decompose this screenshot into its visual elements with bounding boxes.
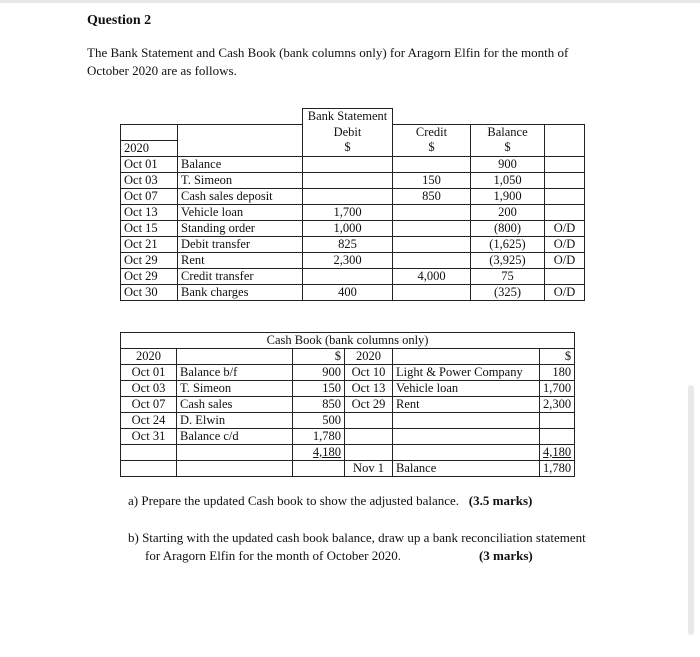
bank-cell-credit xyxy=(393,252,471,268)
cash-row xyxy=(121,365,575,381)
cash-cell-l-date: Oct 01 xyxy=(121,365,177,381)
bank-cell-credit xyxy=(393,236,471,252)
cash-row xyxy=(121,381,575,397)
cash-cell-r-desc xyxy=(393,413,540,429)
bank-cell-date: Oct 29 xyxy=(121,252,178,268)
bank-cell-flag xyxy=(545,172,585,188)
cash-cell-r-date xyxy=(345,413,393,429)
cash-book-rows xyxy=(121,365,575,445)
cash-cell-l-desc: Balance c/d xyxy=(177,429,293,445)
bank-cell-date: Oct 01 xyxy=(121,156,178,172)
cash-balance-desc: Balance xyxy=(393,461,540,477)
bank-cell-desc: T. Simeon xyxy=(178,172,303,188)
bank-cell-flag: O/D xyxy=(545,284,585,300)
cash-cell-l-desc: T. Simeon xyxy=(177,381,293,397)
bank-cell-flag: O/D xyxy=(545,252,585,268)
cash-book-title: Cash Book (bank columns only) xyxy=(121,333,575,349)
bank-row xyxy=(121,156,585,172)
bank-cell-balance: (800) xyxy=(471,220,545,236)
cash-cell-l-date: Oct 24 xyxy=(121,413,177,429)
credit-header: Credit xyxy=(393,124,471,140)
bank-cell-flag xyxy=(545,204,585,220)
bank-row xyxy=(121,204,585,220)
cash-cell-l-desc: D. Elwin xyxy=(177,413,293,429)
vertical-scrollbar[interactable] xyxy=(688,385,694,635)
bank-cell-debit xyxy=(303,156,393,172)
balance-header: Balance xyxy=(471,124,545,140)
cash-cell-r-date: Oct 13 xyxy=(345,381,393,397)
bank-cell-desc: Standing order xyxy=(178,220,303,236)
bank-cell-date: Oct 13 xyxy=(121,204,178,220)
bank-cell-balance: (325) xyxy=(471,284,545,300)
cash-title-row xyxy=(121,333,575,349)
bank-cell-debit: 1,700 xyxy=(303,204,393,220)
cash-row xyxy=(121,413,575,429)
window-top-edge xyxy=(0,0,700,3)
bank-cell-desc: Rent xyxy=(178,252,303,268)
bank-cell-date: Oct 03 xyxy=(121,172,178,188)
cash-cell-r-amt xyxy=(540,413,575,429)
bank-cell-debit: 2,300 xyxy=(303,252,393,268)
debit-currency: $ xyxy=(303,140,393,156)
question-a-text: a) Prepare the updated Cash book to show the adjusted balance. xyxy=(128,493,460,508)
cash-cell-l-date: Oct 31 xyxy=(121,429,177,445)
bank-cell-credit xyxy=(393,204,471,220)
cash-cell-r-amt: 2,300 xyxy=(540,397,575,413)
bank-row xyxy=(121,284,585,300)
cash-cell-l-date: Oct 03 xyxy=(121,381,177,397)
bank-cell-credit xyxy=(393,220,471,236)
cash-cell-l-amt: 900 xyxy=(293,365,345,381)
question-b-line-1: b) Starting with the updated cash book balance, draw up a bank reconciliation statement xyxy=(128,530,586,545)
cash-cell-l-amt: 1,780 xyxy=(293,429,345,445)
cash-cell-r-date xyxy=(345,429,393,445)
cash-total-row xyxy=(121,445,575,461)
bank-cell-debit xyxy=(303,268,393,284)
cash-right-currency: $ xyxy=(540,349,575,365)
bank-cell-flag: O/D xyxy=(545,220,585,236)
cash-balance-date: Nov 1 xyxy=(345,461,393,477)
bank-cell-credit xyxy=(393,156,471,172)
bank-cell-desc: Credit transfer xyxy=(178,268,303,284)
cash-cell-l-desc: Cash sales xyxy=(177,397,293,413)
balance-currency: $ xyxy=(471,140,545,156)
bank-cell-debit xyxy=(303,172,393,188)
bank-cell-date: Oct 21 xyxy=(121,236,178,252)
bank-cell-balance: 1,050 xyxy=(471,172,545,188)
bank-cell-balance: 900 xyxy=(471,156,545,172)
bank-cell-flag xyxy=(545,268,585,284)
intro-text xyxy=(87,44,617,80)
bank-cell-credit: 4,000 xyxy=(393,268,471,284)
credit-currency: $ xyxy=(393,140,471,156)
bank-header-row xyxy=(121,124,585,140)
bank-cell-flag xyxy=(545,188,585,204)
cash-balance-amount: 1,780 xyxy=(540,461,575,477)
bank-cell-date: Oct 15 xyxy=(121,220,178,236)
debit-header: Debit xyxy=(303,124,393,140)
cash-cell-l-amt: 500 xyxy=(293,413,345,429)
bank-currency-row xyxy=(121,140,585,156)
cash-total-right: 4,180 xyxy=(540,445,575,461)
bank-row xyxy=(121,236,585,252)
cash-cell-r-amt: 1,700 xyxy=(540,381,575,397)
bank-row xyxy=(121,172,585,188)
bank-cell-debit xyxy=(303,188,393,204)
cash-cell-r-desc: Light & Power Company xyxy=(393,365,540,381)
bank-cell-date: Oct 29 xyxy=(121,268,178,284)
cash-total-left: 4,180 xyxy=(293,445,345,461)
bank-cell-desc: Bank charges xyxy=(178,284,303,300)
bank-row xyxy=(121,268,585,284)
cash-left-currency: $ xyxy=(293,349,345,365)
cash-cell-r-amt xyxy=(540,429,575,445)
bank-cell-desc: Vehicle loan xyxy=(178,204,303,220)
cash-cell-r-desc xyxy=(393,429,540,445)
bank-cell-debit: 825 xyxy=(303,236,393,252)
bank-cell-balance: (3,925) xyxy=(471,252,545,268)
bank-cell-debit: 1,000 xyxy=(303,220,393,236)
cash-cell-r-date: Oct 10 xyxy=(345,365,393,381)
bank-cell-balance: 1,900 xyxy=(471,188,545,204)
cash-cell-r-amt: 180 xyxy=(540,365,575,381)
bank-cell-desc: Cash sales deposit xyxy=(178,188,303,204)
question-title: Question 2 xyxy=(87,13,152,28)
question-a-marks: (3.5 marks) xyxy=(468,493,533,508)
bank-cell-balance: 200 xyxy=(471,204,545,220)
cash-header-row xyxy=(121,349,575,365)
intro-line-1: The Bank Statement and Cash Book (bank columns only) for Aragorn Elfin for the month of xyxy=(87,45,569,60)
question-a xyxy=(128,493,532,509)
question-b-line-2: for Aragorn Elfin for the month of October 2020. xyxy=(145,548,401,563)
cash-book-table xyxy=(120,332,575,477)
cash-cell-r-desc: Vehicle loan xyxy=(393,381,540,397)
bank-cell-desc: Debit transfer xyxy=(178,236,303,252)
cash-cell-r-date: Oct 29 xyxy=(345,397,393,413)
bank-cell-flag: O/D xyxy=(545,236,585,252)
bank-cell-flag xyxy=(545,156,585,172)
bank-cell-credit: 150 xyxy=(393,172,471,188)
bank-cell-date: Oct 07 xyxy=(121,188,178,204)
cash-cell-r-desc: Rent xyxy=(393,397,540,413)
cash-cell-l-desc: Balance b/f xyxy=(177,365,293,381)
question-b-marks: (3 marks) xyxy=(478,548,533,563)
bank-year: 2020 xyxy=(121,140,178,156)
cash-balance-row xyxy=(121,461,575,477)
question-b xyxy=(128,529,628,565)
bank-cell-balance: (1,625) xyxy=(471,236,545,252)
cash-row xyxy=(121,429,575,445)
bank-cell-date: Oct 30 xyxy=(121,284,178,300)
bank-cell-balance: 75 xyxy=(471,268,545,284)
bank-row xyxy=(121,252,585,268)
bank-row xyxy=(121,220,585,236)
bank-cell-credit: 850 xyxy=(393,188,471,204)
cash-right-year: 2020 xyxy=(345,349,393,365)
bank-statement-title: Bank Statement xyxy=(303,109,393,125)
intro-line-2: October 2020 are as follows. xyxy=(87,63,237,78)
bank-cell-desc: Balance xyxy=(178,156,303,172)
bank-cell-debit: 400 xyxy=(303,284,393,300)
question-b-line-2-wrap xyxy=(128,547,628,565)
bank-statement-rows xyxy=(121,156,585,300)
cash-left-year: 2020 xyxy=(121,349,177,365)
bank-statement-table xyxy=(120,108,585,301)
bank-row xyxy=(121,188,585,204)
cash-cell-l-date: Oct 07 xyxy=(121,397,177,413)
cash-row xyxy=(121,397,575,413)
cash-cell-l-amt: 850 xyxy=(293,397,345,413)
cash-cell-l-amt: 150 xyxy=(293,381,345,397)
bank-cell-credit xyxy=(393,284,471,300)
bank-title-row xyxy=(121,109,585,125)
